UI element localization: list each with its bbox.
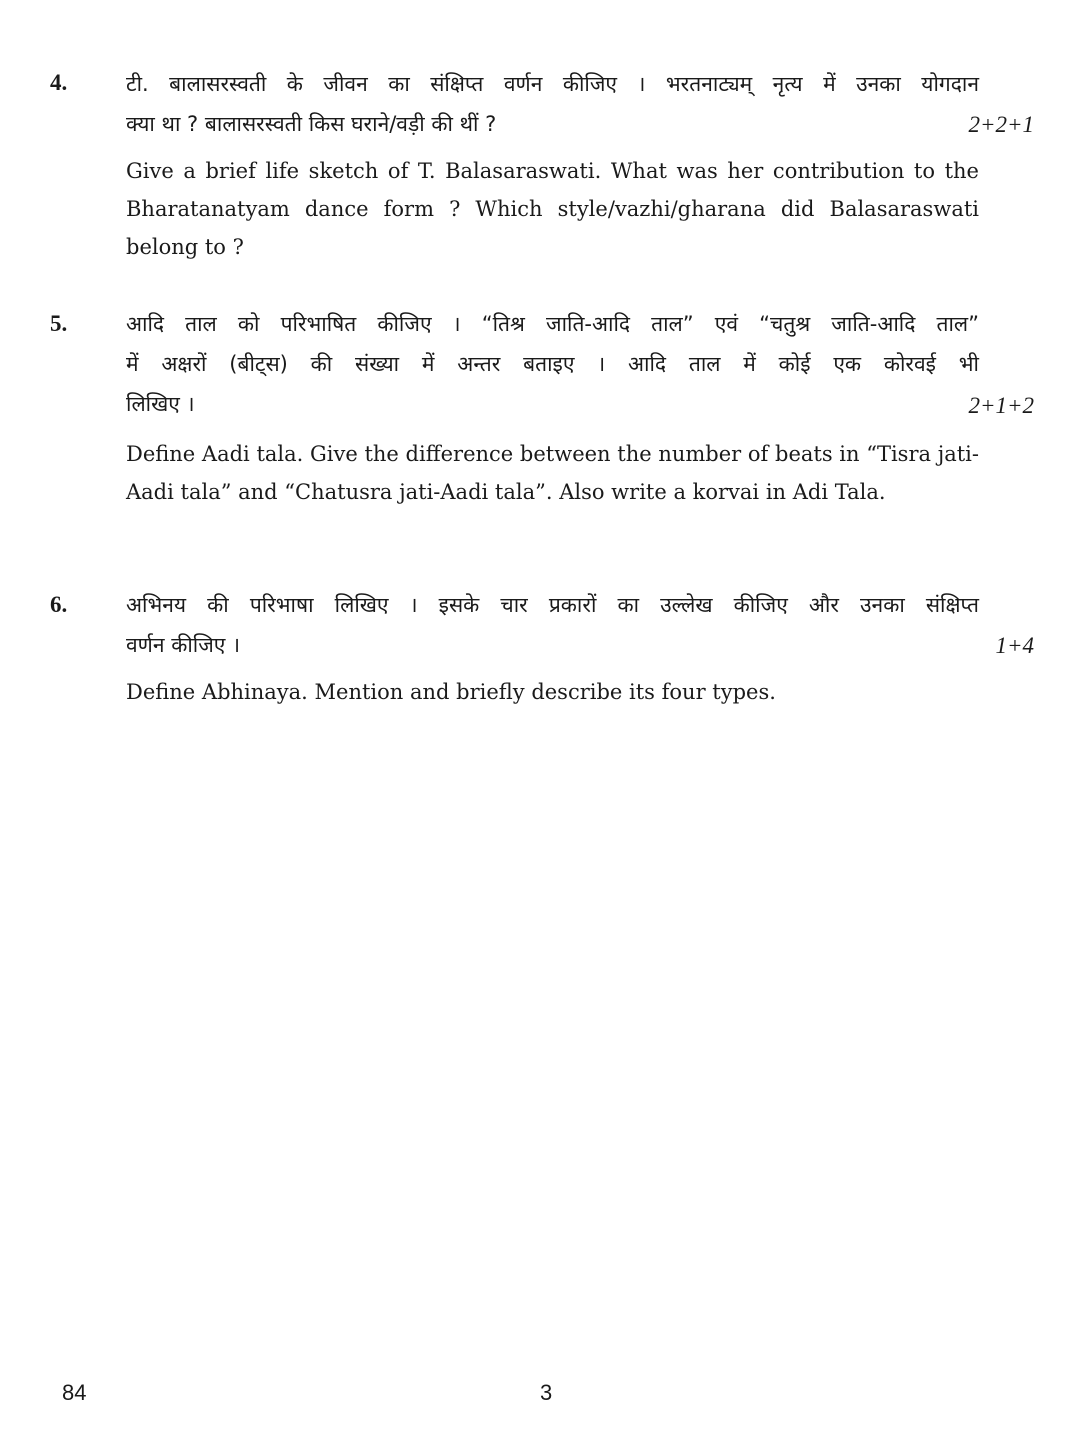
question-marks: 2+1+2 xyxy=(968,393,1034,418)
question-english-text: Define Aadi tala. Give the difference between the number of beats in “Tisra jati-Aadi tala” and “Chatusra jati-Aadi tala”. Also write a korvai in Adi Tala. xyxy=(126,442,979,504)
hindi-line: लिखिए । xyxy=(126,392,195,416)
page-number: 3 xyxy=(540,1380,553,1405)
question-english-text: Give a brief life sketch of T. Balasaraswati. What was her contribution to the Bharatanatyam dance form ? Which style/vazhi/gharana did Balasaraswati belong to ? xyxy=(126,159,979,259)
question-marks: 2+2+1 xyxy=(968,112,1034,137)
hindi-line: अभिनय की परिभाषा लिखिए । इसके चार प्रकारों का उल्लेख कीजिए और उनका संक्षिप्त xyxy=(126,593,979,617)
question-marks: 1+4 xyxy=(995,633,1034,658)
question-number: 6. xyxy=(50,592,68,617)
hindi-line: क्या था ? बालासरस्वती किस घराने/वड़ी की थीं ? xyxy=(126,112,497,136)
question-hindi-text xyxy=(126,64,979,144)
hindi-line: वर्णन कीजिए । xyxy=(126,633,241,657)
hindi-line: में अक्षरों (बीट्स) की संख्या में अन्तर बताइए । आदि ताल में कोई एक कोरवई भी xyxy=(126,352,979,376)
question-hindi-text xyxy=(126,304,979,424)
question-number: 5. xyxy=(50,311,68,336)
hindi-line: आदि ताल को परिभाषित कीजिए । “तिश्र जाति-आदि ताल” एवं “चतुश्र जाति-आदि ताल” xyxy=(126,312,979,336)
hindi-line: टी. बालासरस्वती के जीवन का संक्षिप्त वर्णन कीजिए । भरतनाट्यम् नृत्य में उनका योगदान xyxy=(126,72,979,96)
question-english-text: Define Abhinaya. Mention and briefly describe its four types. xyxy=(126,680,776,704)
paper-code: 84 xyxy=(62,1380,87,1405)
question-number: 4. xyxy=(50,70,68,95)
question-hindi-text xyxy=(126,585,979,665)
